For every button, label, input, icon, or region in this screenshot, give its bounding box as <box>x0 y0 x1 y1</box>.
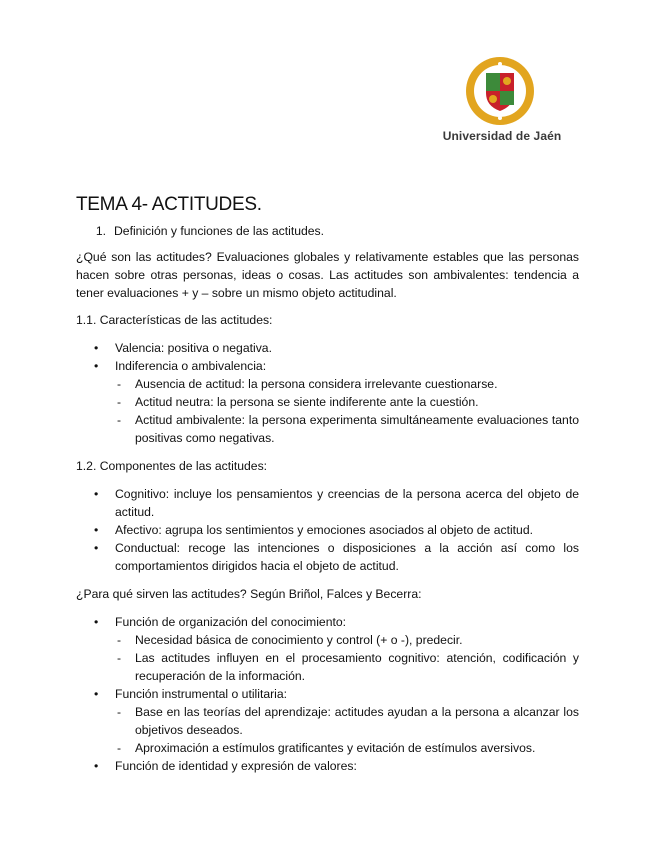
function-2-sublist <box>115 703 579 757</box>
list-item: • Conductual: recoge las intenciones o disposiciones a la acción así como los comportamientos dirigidos hacia el objeto de actitud. <box>76 539 579 575</box>
page-title: TEMA 4- ACTITUDES. <box>76 194 262 215</box>
list-item-label: Función instrumental o utilitaria: <box>115 687 288 701</box>
list-item-label: Función de organización del conocimiento: <box>115 615 347 629</box>
function-1-sublist <box>115 631 579 685</box>
university-logo <box>440 56 564 146</box>
sub-list-item: - Aproximación a estímulos gratificantes y evitación de estímulos aversivos. <box>115 739 579 757</box>
numbered-item <box>76 222 579 240</box>
section-1-1-heading: 1.1. Características de las actitudes: <box>76 313 273 327</box>
section-1-2-heading: 1.2. Componentes de las actitudes: <box>76 459 268 473</box>
list-item: • Cognitivo: incluye los pensamientos y creencias de la persona acerca del objeto de actitud. <box>76 485 579 521</box>
sub-list-item: - Necesidad básica de conocimiento y control (+ o -), predecir. <box>115 631 579 649</box>
sub-list-item: - Actitud neutra: la persona se siente indiferente ante la cuestión. <box>115 393 579 411</box>
ambivalence-sublist <box>115 375 579 447</box>
document-body <box>76 192 579 785</box>
characteristics-list <box>76 339 579 447</box>
sub-list-item: - Ausencia de actitud: la persona considera irrelevante cuestionarse. <box>115 375 579 393</box>
university-name: Universidad de Jaén <box>442 129 562 143</box>
sub-list-item: - Actitud ambivalente: la persona experimenta simultáneamente evaluaciones tanto positivas como negativas. <box>115 411 579 447</box>
list-item: • Afectivo: agrupa los sentimientos y emociones asociados al objeto de actitud. <box>76 521 579 539</box>
functions-list <box>76 613 579 775</box>
sub-list-item: - Las actitudes influyen en el procesamiento cognitivo: atención, codificación y recuperación de la información. <box>115 649 579 685</box>
components-list <box>76 485 579 575</box>
numbered-item-marker: 1. <box>95 224 106 238</box>
list-item <box>76 357 579 447</box>
list-item <box>76 613 579 685</box>
list-item: • Valencia: positiva o negativa. <box>76 339 579 357</box>
list-item <box>76 685 579 757</box>
list-item-label: Indiferencia o ambivalencia: <box>115 359 267 373</box>
intro-paragraph: ¿Qué son las actitudes? Evaluaciones globales y relativamente estables que las personas hacen sobre otras personas, ideas o cosas. Las actitudes son ambivalentes: tendencia a tener evaluaciones + y – sobre un mismo objeto actitudinal. <box>76 250 579 300</box>
list-item: • Función de identidad y expresión de valores: <box>76 757 579 775</box>
sub-list-item: - Base en las teorías del aprendizaje: actitudes ayudan a la persona a alcanzar los objetivos deseados. <box>115 703 579 739</box>
functions-heading: ¿Para qué sirven las actitudes? Según Briñol, Falces y Becerra: <box>76 587 422 601</box>
university-seal-icon <box>465 56 535 126</box>
numbered-item-text: Definición y funciones de las actitudes. <box>114 224 325 238</box>
